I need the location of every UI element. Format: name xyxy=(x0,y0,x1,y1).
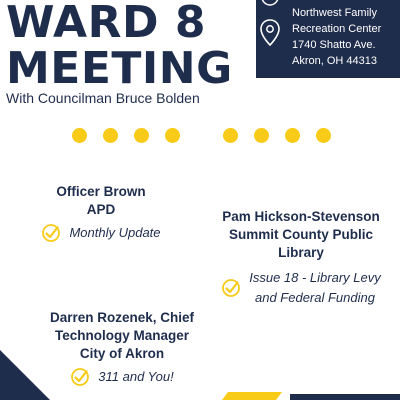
location-pin-icon xyxy=(259,18,281,48)
decorative-dot xyxy=(103,128,118,143)
speaker-topic-row xyxy=(34,367,210,387)
decorative-dots xyxy=(0,128,400,144)
decorative-dot xyxy=(165,128,180,143)
decorative-dot xyxy=(316,128,331,143)
speaker-topic: 311 and You! xyxy=(98,369,174,384)
speaker-topic: Issue 18 - Library Levy and Federal Funding xyxy=(249,270,381,305)
bottom-accent-stripe xyxy=(222,392,282,400)
subtitle: With Councilman Bruce Bolden xyxy=(6,90,200,106)
speaker-topic: Monthly Update xyxy=(69,225,161,240)
venue-address xyxy=(292,5,396,69)
speaker-name: Darren Rozenek, Chief Technology Manager City of Akron xyxy=(49,310,195,361)
venue-line-1: Northwest Family xyxy=(292,7,377,19)
speaker-topic-row xyxy=(206,268,396,308)
venue-line-2: Recreation Center xyxy=(292,23,382,35)
speaker-officer-brown xyxy=(18,183,184,243)
venue-box xyxy=(256,0,400,78)
speaker-name: Pam Hickson-Stevenson Summit County Public Library xyxy=(222,209,380,260)
title-line-meeting: MEETING xyxy=(6,43,233,94)
decorative-dot xyxy=(254,128,269,143)
speaker-pam-hickson-stevenson xyxy=(206,208,396,308)
meeting-title xyxy=(6,0,233,92)
bottom-navy-bar xyxy=(290,394,400,400)
checkmark-icon xyxy=(41,223,61,243)
checkmark-icon xyxy=(70,367,90,387)
decorative-dot xyxy=(72,128,87,143)
corner-decoration xyxy=(0,350,50,400)
title-line-ward: WARD 8 xyxy=(6,0,206,48)
decorative-dot xyxy=(285,128,300,143)
decorative-dot xyxy=(134,128,149,143)
speaker-darren-rozenek xyxy=(34,309,210,387)
venue-line-4: Akron, OH 44313 xyxy=(292,55,377,67)
speaker-name: Officer Brown APD xyxy=(56,184,146,217)
checkmark-icon xyxy=(221,278,241,298)
speaker-topic-row xyxy=(18,223,184,243)
clock-icon xyxy=(259,0,281,9)
decorative-dot xyxy=(223,128,238,143)
venue-line-3: 1740 Shatto Ave. xyxy=(292,39,376,51)
